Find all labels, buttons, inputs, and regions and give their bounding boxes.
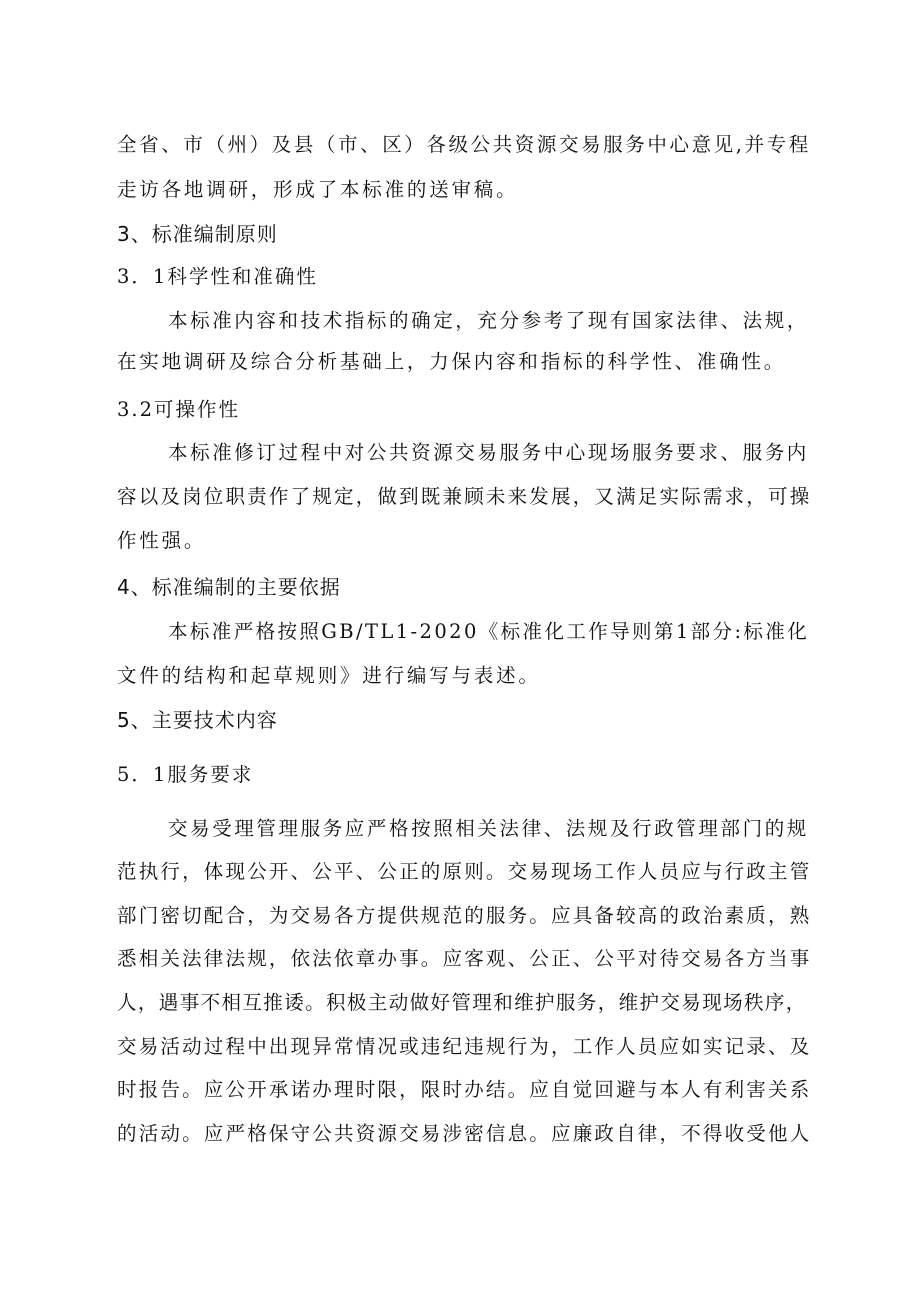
paragraph-line: 人，遇事不相互推诿。积极主动做好管理和维护服务，维护交易现场秩序， [117, 991, 807, 1014]
paragraph-line: 容以及岗位职责作了规定，做到既兼顾未来发展，又满足实际需求，可操 [117, 485, 812, 508]
subsection-heading: 3．1科学性和准确性 [117, 265, 318, 288]
section-heading: 3、标准编制原则 [117, 222, 278, 246]
paragraph-line: 作性强。 [117, 529, 207, 552]
paragraph-line: 的活动。应严格保守公共资源交易涉密信息。应廉政自律，不得收受他人 [117, 1122, 812, 1145]
section-heading: 5、主要技术内容 [117, 708, 278, 732]
paragraph-line: 悉相关法律法规，依法依章办事。应客观、公正、公平对待交易各方当事 [117, 947, 812, 970]
paragraph-line: 全省、市（州）及县（市、区）各级公共资源交易服务中心意见,并专程 [117, 133, 811, 156]
section-heading: 4、标准编制的主要依据 [117, 575, 341, 599]
paragraph-line: 交易活动过程中出现异常情况或违纪违规行为，工作人员应如实记录、及 [117, 1035, 812, 1058]
subsection-heading: 3.2可操作性 [117, 398, 241, 421]
subsection-heading: 5．1服务要求 [117, 763, 254, 786]
paragraph-line: 在实地调研及综合分析基础上，力保内容和指标的科学性、准确性。 [117, 350, 787, 373]
paragraph-line: 部门密切配合，为交易各方提供规范的服务。应具备较高的政治素质，熟 [117, 904, 812, 927]
paragraph-line: 范执行，体现公开、公平、公正的原则。交易现场工作人员应与行政主管 [117, 860, 812, 883]
paragraph-line: 文件的结构和起草规则》进行编写与表述。 [117, 664, 541, 687]
paragraph-line: 本标准修订过程中对公共资源交易服务中心现场服务要求、服务内 [168, 441, 809, 464]
paragraph-line: 时报告。应公开承诺办理时限，限时办结。应自觉回避与本人有利害关系 [117, 1078, 812, 1101]
paragraph-line: 本标准严格按照GB/TL1-2020《标准化工作导则第1部分:标准化 [168, 620, 810, 643]
paragraph-line: 本标准内容和技术指标的确定，充分参考了现有国家法律、法规， [168, 309, 809, 332]
paragraph-line: 交易受理管理服务应严格按照相关法律、法规及行政管理部门的规 [168, 817, 809, 840]
paragraph-line: 走访各地调研，形成了本标准的送审稿。 [117, 178, 519, 201]
